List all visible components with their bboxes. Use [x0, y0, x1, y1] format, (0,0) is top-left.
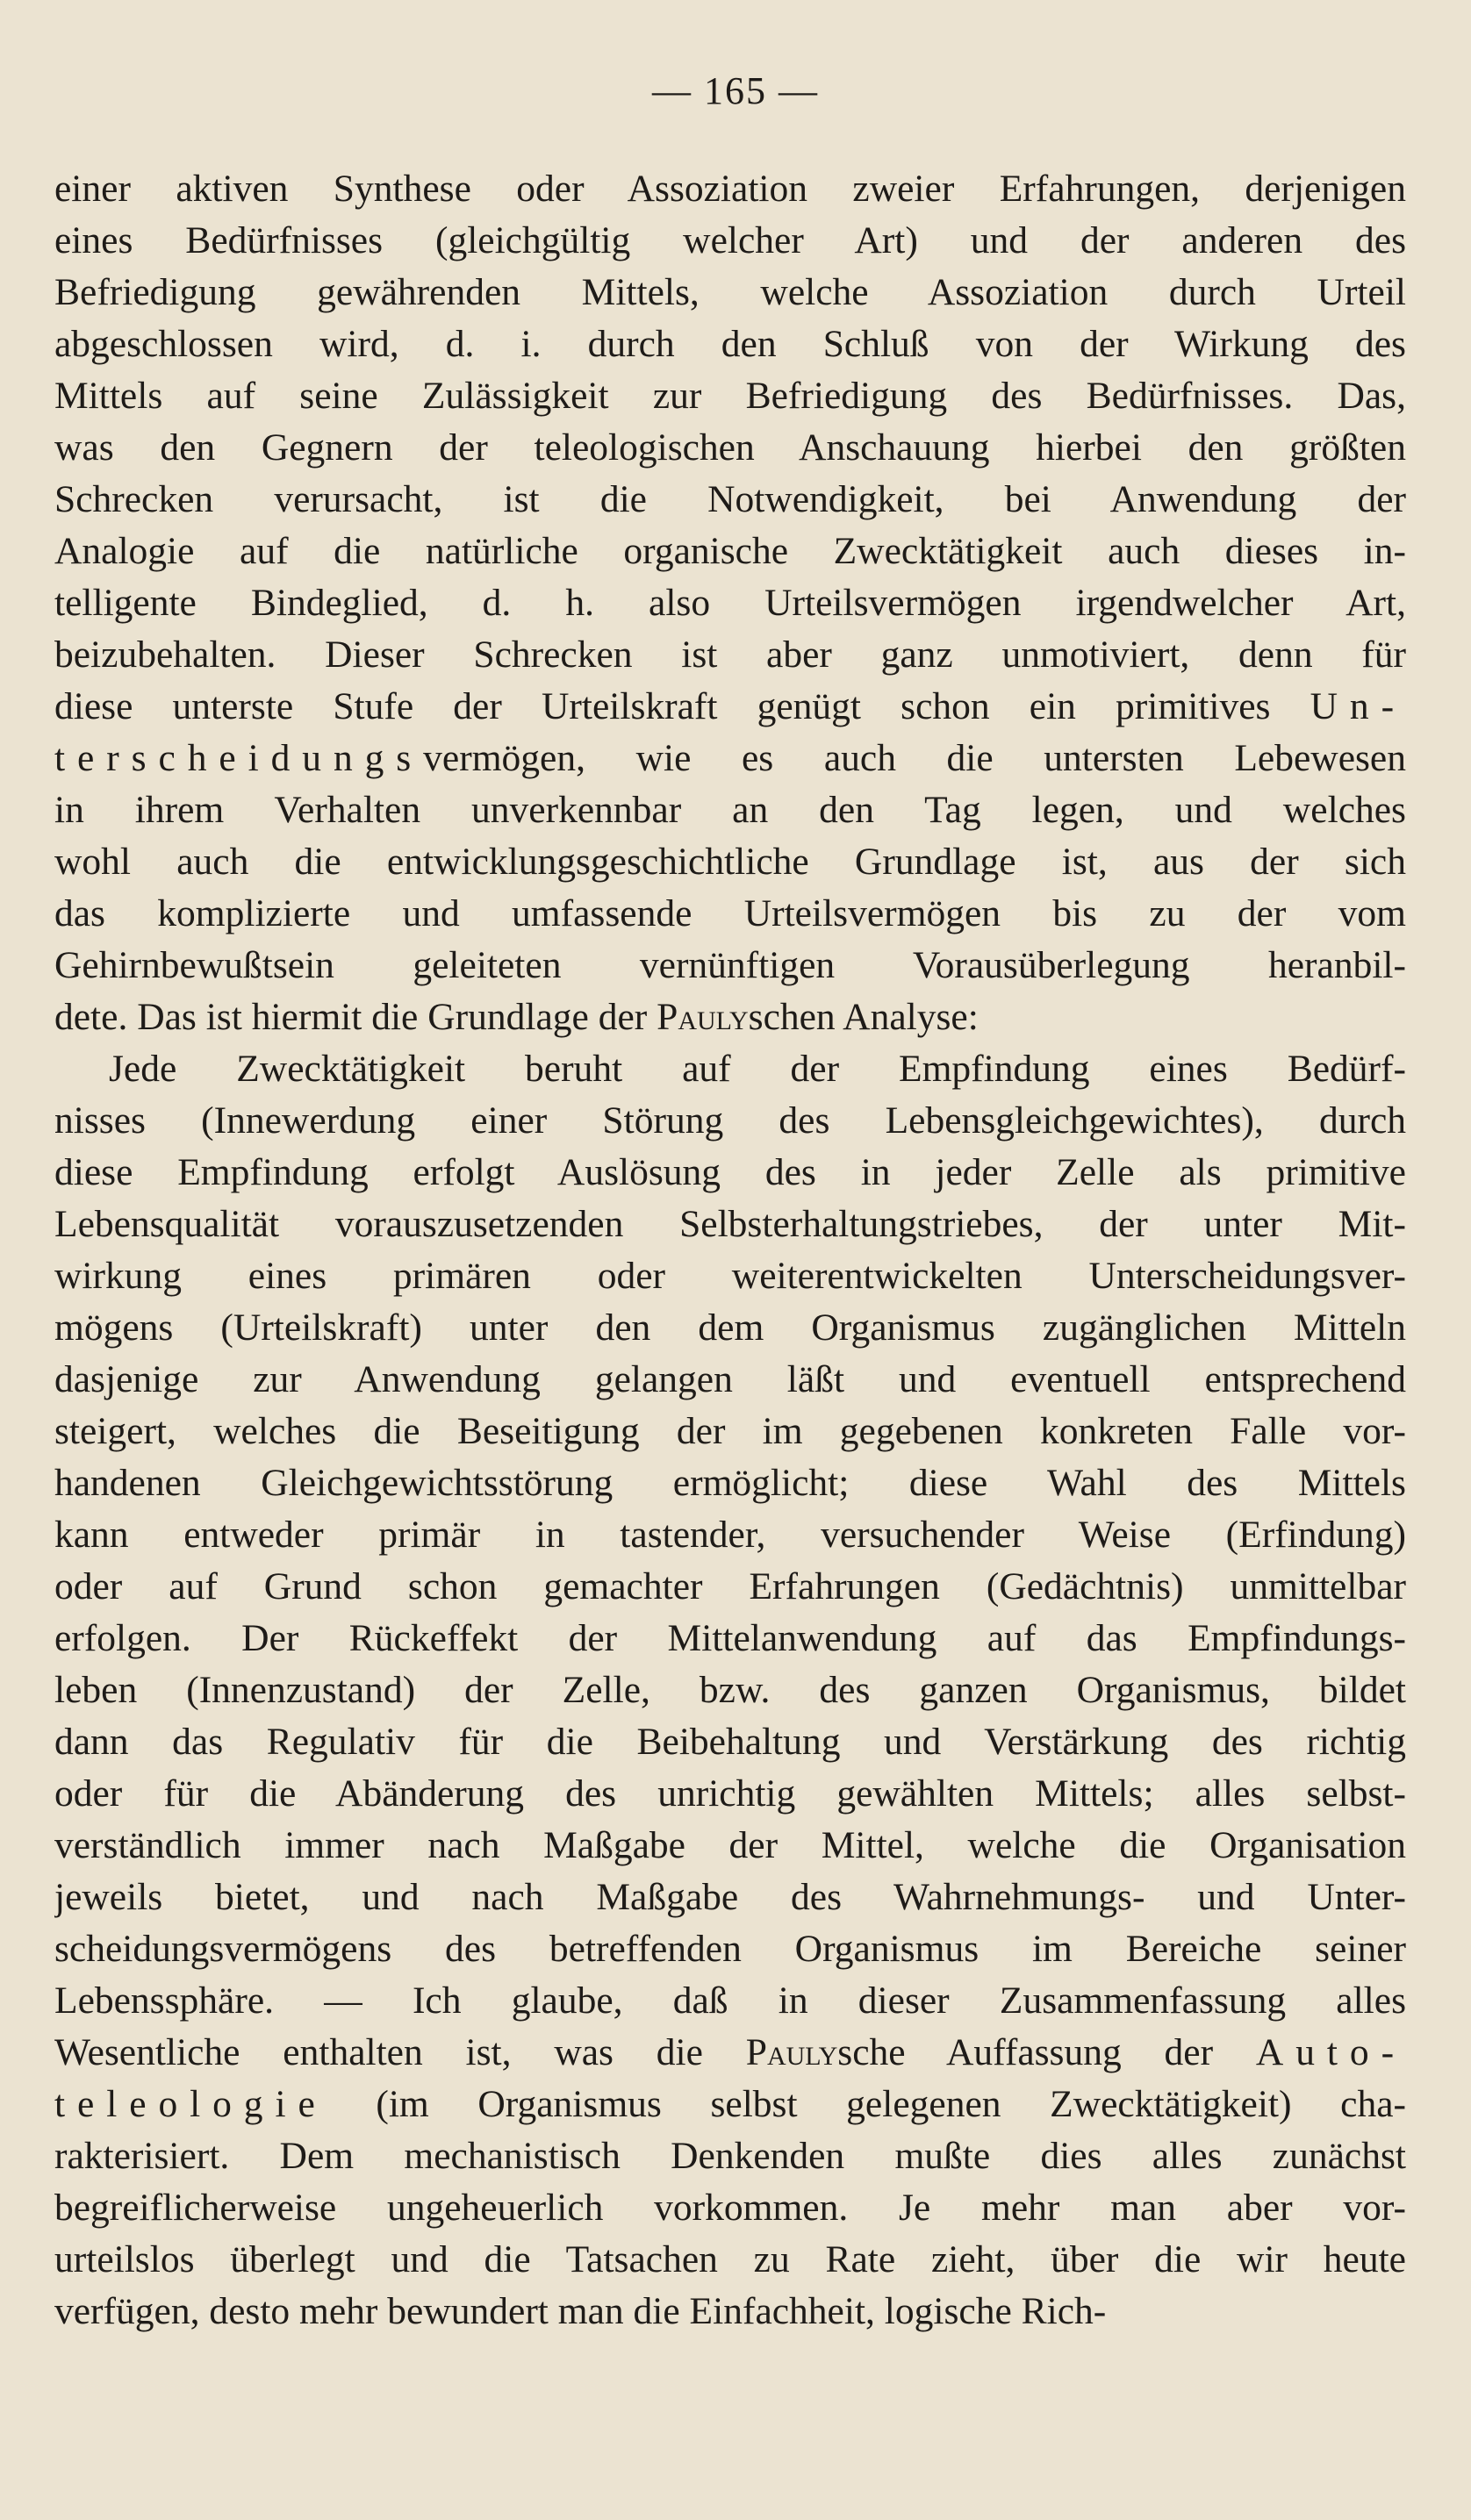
text-line	[54, 474, 1406, 526]
text-segment: diese unterste Stufe der Urteilskraft genügt schon ein primitives	[54, 685, 1310, 727]
text-segment: oder für die Abänderung des unrichtig gewählten Mittels; alles selbst-	[54, 1772, 1406, 1815]
text-segment: telligente Bindeglied, d. h. also Urteilsvermögen irgendwelcher Art,	[54, 582, 1406, 624]
text-segment: wirkung eines primären oder weiterentwickelten Unterscheidungsver-	[54, 1255, 1406, 1297]
text-line	[54, 1664, 1406, 1716]
text-segment: dasjenige zur Anwendung gelangen läßt und eventuell entsprechend	[54, 1358, 1406, 1400]
text-segment: einer aktiven Synthese oder Assoziation zweier Erfahrungen, derjenigen	[54, 168, 1406, 210]
text-line	[54, 629, 1406, 681]
text-line	[54, 1613, 1406, 1664]
text-line	[54, 1768, 1406, 1820]
body-text	[54, 163, 1406, 2337]
text-line	[54, 2234, 1406, 2286]
text-segment: Befriedigung gewährenden Mittels, welche Assoziation durch Urteil	[54, 271, 1406, 313]
spaced-emphasis: terscheidungs	[54, 737, 424, 779]
text-segment: scheidungsvermögens des betreffenden Organismus im Bereiche seiner	[54, 1928, 1406, 1970]
text-line	[54, 1095, 1406, 1147]
text-segment: abgeschlossen wird, d. i. durch den Schluß von der Wirkung des	[54, 323, 1406, 365]
text-line	[54, 1820, 1406, 1872]
text-line	[54, 319, 1406, 370]
text-segment: urteilslos überlegt und die Tatsachen zu Rate zieht, über die wir heute	[54, 2238, 1406, 2280]
text-segment: Schrecken verursacht, ist die Notwendigkeit, bei Anwendung der	[54, 478, 1406, 520]
text-line	[54, 2182, 1406, 2234]
text-line	[54, 1457, 1406, 1509]
text-line	[54, 267, 1406, 319]
text-segment: das komplizierte und umfassende Urteilsvermögen bis zu der vom	[54, 892, 1406, 934]
text-segment: was den Gegnern der teleologischen Anschauung hierbei den größten	[54, 426, 1406, 469]
text-line	[54, 1406, 1406, 1457]
text-segment: Wesentliche enthalten ist, was die	[54, 2031, 746, 2073]
text-line	[54, 1199, 1406, 1250]
text-line	[54, 2130, 1406, 2182]
text-line	[54, 1561, 1406, 1613]
text-segment: oder auf Grund schon gemachter Erfahrungen (Gedächtnis) unmittelbar	[54, 1565, 1406, 1607]
text-segment: Gehirnbewußtsein geleiteten vernünftigen Vorausüberlegung heranbil-	[54, 944, 1406, 986]
text-segment: nisses (Innewerdung einer Störung des Lebensgleichgewichtes), durch	[54, 1099, 1406, 1142]
text-line	[54, 1147, 1406, 1199]
text-segment: verständlich immer nach Maßgabe der Mittel, welche die Organisation	[54, 1824, 1406, 1866]
text-segment: in ihrem Verhalten unverkennbar an den Tag legen, und welches	[54, 789, 1406, 831]
text-segment: dete. Das ist hiermit die Grundlage der	[54, 996, 657, 1038]
text-line	[54, 733, 1406, 784]
text-line	[54, 1354, 1406, 1406]
text-segment: Mittels auf seine Zulässigkeit zur Befriedigung des Bedürfnisses. Das,	[54, 375, 1406, 417]
text-segment: mögens (Urteilskraft) unter den dem Organismus zugänglichen Mitteln	[54, 1307, 1406, 1349]
text-line	[54, 422, 1406, 474]
text-line	[54, 1923, 1406, 1975]
text-segment: (im Organismus selbst gelegenen Zwecktätigkeit) cha-	[326, 2083, 1406, 2125]
text-line	[54, 940, 1406, 992]
text-line	[54, 2286, 1406, 2337]
text-segment: jeweils bietet, und nach Maßgabe des Wahrnehmungs- und Unter-	[54, 1876, 1406, 1918]
text-line	[54, 2027, 1406, 2079]
text-line	[54, 888, 1406, 940]
text-segment: beizubehalten. Dieser Schrecken ist aber ganz unmotiviert, denn für	[54, 634, 1406, 676]
text-line	[54, 836, 1406, 888]
page-number: — 165 —	[652, 69, 819, 112]
text-line	[54, 1716, 1406, 1768]
text-line	[54, 1250, 1406, 1302]
text-line	[54, 1872, 1406, 1923]
text-segment: Analogie auf die natürliche organische Zwecktätigkeit auch dieses in-	[54, 530, 1406, 572]
text-line	[54, 163, 1406, 215]
text-segment: diese Empfindung erfolgt Auslösung des in jeder Zelle als primitive	[54, 1151, 1406, 1193]
text-segment: eines Bedürfnisses (gleichgültig welcher Art) und der anderen des	[54, 219, 1406, 261]
text-line	[54, 577, 1406, 629]
text-segment: begreiflicherweise ungeheuerlich vorkommen. Je mehr man aber vor-	[54, 2187, 1406, 2229]
text-line	[54, 1509, 1406, 1561]
text-segment: verfügen, desto mehr bewundert man die Einfachheit, logische Rich-	[54, 2290, 1107, 2332]
text-line	[54, 992, 1406, 1043]
text-line	[54, 784, 1406, 836]
small-caps-name: Pauly	[657, 996, 749, 1038]
text-line	[54, 526, 1406, 577]
text-line	[54, 2079, 1406, 2130]
text-segment: leben (Innenzustand) der Zelle, bzw. des ganzen Organismus, bildet	[54, 1669, 1406, 1711]
text-segment: erfolgen. Der Rückeffekt der Mittelanwendung auf das Empfindungs-	[54, 1617, 1406, 1659]
text-segment: Lebenssphäre. — Ich glaube, daß in dieser Zusammenfassung alles	[54, 1979, 1406, 2022]
text-segment: rakterisiert. Dem mechanistisch Denkenden mußte dies alles zunächst	[54, 2135, 1406, 2177]
text-segment: Jede Zwecktätigkeit beruht auf der Empfindung eines Bedürf-	[109, 1048, 1406, 1090]
text-line	[54, 1043, 1406, 1095]
text-line	[54, 215, 1406, 267]
small-caps-name: Pauly	[745, 2031, 838, 2073]
text-segment: vermögen, wie es auch die untersten Lebewesen	[423, 737, 1406, 779]
spaced-emphasis: teleologie	[54, 2083, 327, 2125]
text-segment: dann das Regulativ für die Beibehaltung und Verstärkung des richtig	[54, 1721, 1406, 1763]
text-line	[54, 1975, 1406, 2027]
text-segment: handenen Gleichgewichtsstörung ermöglicht; diese Wahl des Mittels	[54, 1462, 1406, 1504]
text-line	[54, 370, 1406, 422]
text-segment: sche Auffassung der	[837, 2031, 1256, 2073]
text-segment: steigert, welches die Beseitigung der im gegebenen konkreten Falle vor-	[54, 1410, 1406, 1452]
text-segment: kann entweder primär in tastender, versuchender Weise (Erfindung)	[54, 1514, 1406, 1556]
text-segment: schen Analyse:	[748, 996, 979, 1038]
text-line	[54, 1302, 1406, 1354]
text-segment: wohl auch die entwicklungsgeschichtliche Grundlage ist, aus der sich	[54, 841, 1406, 883]
text-segment: Lebensqualität vorauszusetzenden Selbsterhaltungstriebes, der unter Mit-	[54, 1203, 1406, 1245]
text-line	[54, 681, 1406, 733]
spaced-emphasis: Auto-	[1255, 2031, 1406, 2073]
spaced-emphasis: Un-	[1310, 685, 1406, 727]
